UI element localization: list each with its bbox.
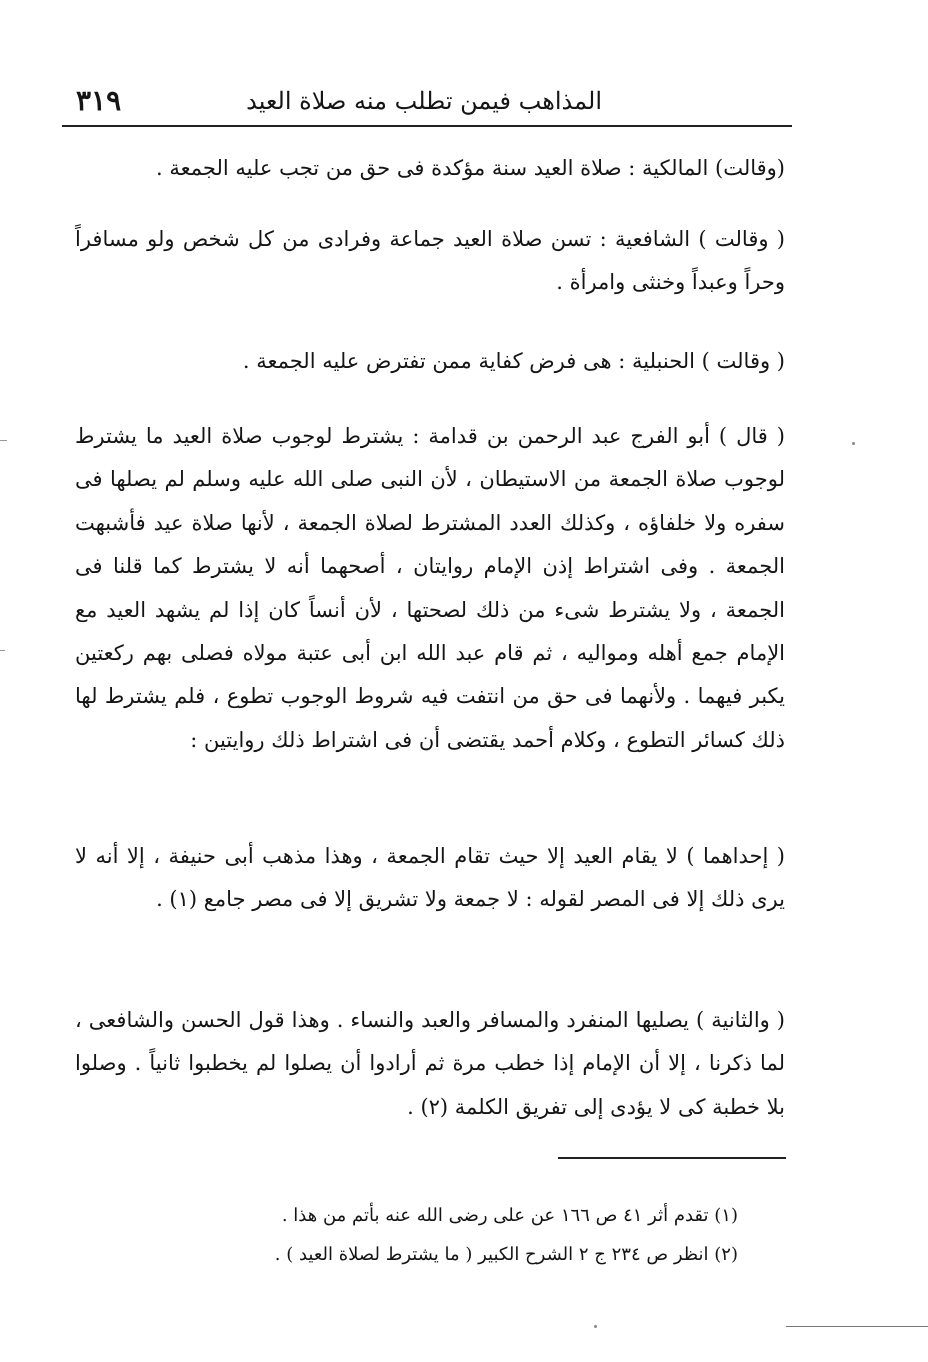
- page-header: [62, 78, 792, 124]
- paragraph-first-narration: [75, 835, 785, 922]
- scan-edge-mark: [0, 650, 5, 651]
- page-number: ٣١٩: [76, 84, 122, 117]
- paragraph-shafiiyya: [75, 218, 785, 305]
- footnote-rule: [558, 1157, 786, 1159]
- scan-edge-mark: [0, 440, 7, 441]
- paragraph-second-narration: [75, 999, 785, 1129]
- paragraph-text: ( وقالت ) الحنبلية : هى فرض كفاية ممن تفترض عليه الجمعة .: [242, 349, 785, 373]
- scan-speck: [594, 1325, 597, 1328]
- footnotes: [178, 1196, 738, 1274]
- paragraph-text: ( وقالت ) الشافعية : تسن صلاة العيد جماعة وفرادى من كل شخص ولو مسافراً وحراً وعبداً وخنثى وامرأة .: [75, 227, 785, 295]
- paragraph-malikiyya: [75, 147, 785, 190]
- paragraph-text: ( إحداهما ) لا يقام العيد إلا حيث تقام الجمعة ، وهذا مذهب أبى حنيفة ، إلا أنه لا يرى ذلك إلا فى المصر لقوله : لا جمعة ولا تشريق إلا فى مصر جامع (١) .: [75, 844, 785, 912]
- paragraph-hanbaliyya: [75, 340, 785, 383]
- paragraph-ibn-qudama: [75, 415, 785, 762]
- paragraph-text: (وقالت) المالكية : صلاة العيد سنة مؤكدة فى حق من تجب عليه الجمعة .: [156, 156, 785, 180]
- running-title: المذاهب فيمن تطلب منه صلاة العيد: [246, 87, 602, 115]
- scan-edge-mark: [786, 1326, 928, 1327]
- footnote-2: (٢) انظر ص ٢٣٤ ج ٢ الشرح الكبير ( ما يشترط لصلاة العيد ) .: [274, 1244, 738, 1265]
- footnote-1: (١) تقدم أثر ٤١ ص ١٦٦ عن على رضى الله عنه بأتم من هذا .: [281, 1205, 738, 1226]
- header-rule: [62, 125, 792, 127]
- scan-speck: [852, 442, 855, 445]
- paragraph-text: ( قال ) أبو الفرج عبد الرحمن بن قدامة : يشترط لوجوب صلاة العيد ما يشترط لوجوب صلاة الجمعة من الاستيطان ، لأن النبى صلى الله عليه وسلم لم يصلها فى سفره ولا خلفاؤه ، وكذلك العدد المشترط لصلاة الجمعة ، لأنها صلاة عيد فأشبهت الجمعة . وفى اشتراط إذن الإمام روايتان ، أصحهما أنه لا يشترط كما قلنا فى الجمعة ، ولا يشترط شىء من ذلك لصحتها ، لأن أنساً كان إذا لم يشهد العيد مع الإمام جمع أهله ومواليه ، ثم قام عبد الله ابن أبى عتبة مولاه فصلى بهم ركعتين يكبر فيهما . ولأنهما فى حق من انتفت فيه شروط الوجوب تطوع ، فلم يشترط لها ذلك كسائر التطوع ، وكلام أحمد يقتضى أن فى اشتراط ذلك روايتين :: [75, 424, 785, 752]
- paragraph-text: ( والثانية ) يصليها المنفرد والمسافر والعبد والنساء . وهذا قول الحسن والشافعى ، لما ذكرنا ، إلا أن الإمام إذا خطب مرة ثم أرادوا أن يصلوا لم يخطبوا ثانياً . وصلوا بلا خطبة كى لا يؤدى إلى تفريق الكلمة (٢) .: [75, 1008, 785, 1119]
